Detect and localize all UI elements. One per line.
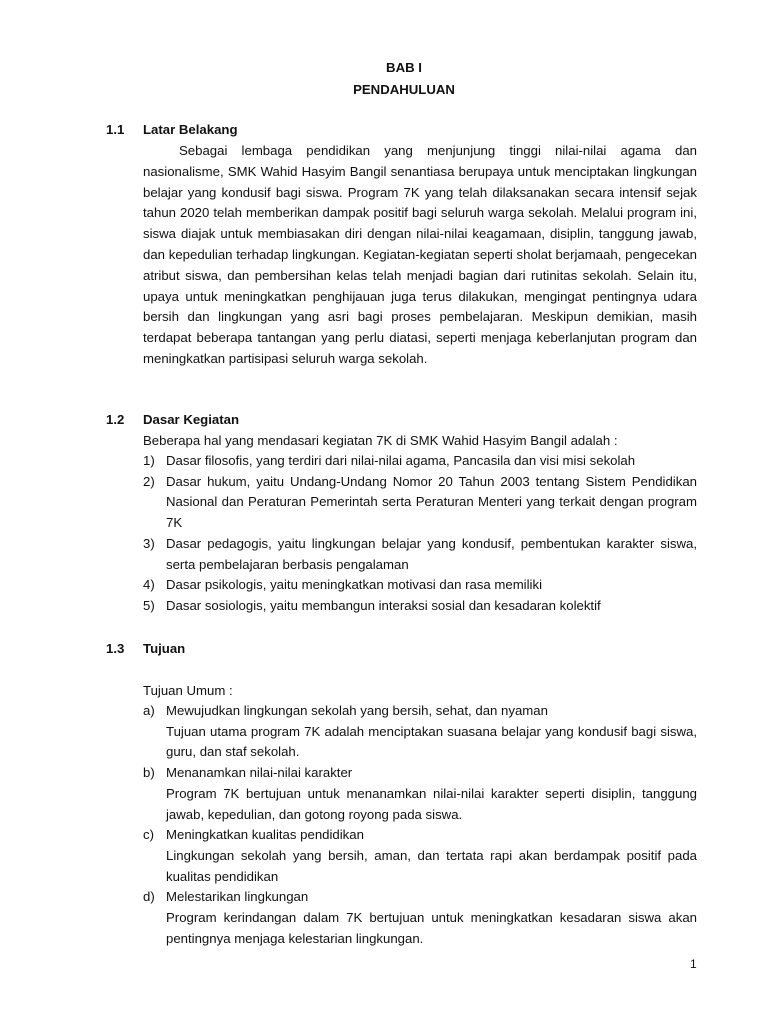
dasar-kegiatan-list: [143, 451, 697, 617]
tujuan-umum-heading: Tujuan Umum :: [143, 683, 233, 698]
list-item: [143, 825, 697, 887]
dasar-kegiatan-intro: Beberapa hal yang mendasari kegiatan 7K di SMK Wahid Hasyim Bangil adalah :: [143, 433, 618, 448]
section-heading-latar-belakang: [106, 122, 238, 137]
list-marker: 3): [143, 535, 155, 551]
section-number: 1.2: [106, 412, 125, 427]
list-item: [143, 701, 697, 763]
paragraph-text: Sebagai lembaga pendidikan yang menjunjung tinggi nilai-nilai agama dan nasionalisme, SMK Wahid Hasyim Bangil senantiasa berupaya untuk menciptakan lingkungan belajar yang kondusif bagi siswa. Program 7K yang telah dilaksanakan secara intensif sejak tahun 2020 telah memberikan dampak positif bagi seluruh warga sekolah. Melalui program ini, siswa diajak untuk membiasakan diri dengan nilai-nilai keagamaan, disiplin, tanggung jawab, dan kepedulian terhadap lingkungan. Kegiatan-kegiatan seperti sholat berjamaah, pengecekan atribut siswa, dan pembersihan kelas telah menjadi bagian dari rutinitas sekolah. Selain itu, upaya untuk meningkatkan penghijauan juga terus dilakukan, mengingat pentingnya udara bersih dan lingkungan yang asri bagi proses pembelajaran. Meskipun demikian, masih terdapat beberapa tantangan yang perlu diatasi, seperti menjaga keberlanjutan program dan meningkatkan partisipasi seluruh warga sekolah.: [143, 143, 697, 366]
list-marker: 4): [143, 577, 155, 593]
list-text: Dasar pedagogis, yaitu lingkungan belajar yang kondusif, pembentukan karakter siswa, serta pembelajaran berbasis pengalaman: [166, 535, 697, 572]
list-item: [143, 472, 697, 534]
section-heading-tujuan: [106, 641, 185, 656]
section-title: Tujuan: [143, 641, 186, 656]
section-title: Dasar Kegiatan: [143, 412, 240, 427]
list-item: [143, 534, 697, 575]
chapter-label: BAB I: [386, 60, 422, 75]
list-marker: 2): [143, 473, 155, 489]
section-number: 1.3: [106, 641, 125, 656]
list-text: Dasar filosofis, yang terdiri dari nilai-nilai agama, Pancasila dan visi misi sekolah: [166, 453, 636, 468]
list-marker: b): [143, 765, 155, 781]
latar-belakang-paragraph: [143, 141, 697, 370]
section-number: 1.1: [106, 122, 125, 137]
list-item: [143, 887, 697, 949]
section-heading-dasar-kegiatan: [106, 412, 239, 427]
list-description: Program 7K bertujuan untuk menanamkan nilai-nilai karakter seperti disiplin, tanggung jawab, kepedulian, dan gotong royong pada siswa.: [166, 785, 697, 822]
list-title: Menanamkan nilai-nilai karakter: [166, 765, 353, 781]
list-item: [143, 451, 697, 472]
list-marker: a): [143, 703, 155, 718]
chapter-title: PENDAHULUAN: [353, 82, 455, 97]
list-marker: d): [143, 889, 155, 905]
list-text: Dasar hukum, yaitu Undang-Undang Nomor 20 Tahun 2003 tentang Sistem Pendidikan Nasional dan Peraturan Pemerintah serta Peraturan Menteri yang terkait dengan program 7K: [166, 473, 697, 531]
list-marker: 1): [143, 453, 155, 468]
list-title: Melestarikan lingkungan: [166, 889, 309, 905]
list-title: Meningkatkan kualitas pendidikan: [166, 827, 364, 843]
list-title: Mewujudkan lingkungan sekolah yang bersih, sehat, dan nyaman: [166, 703, 548, 718]
list-text: Dasar sosiologis, yaitu membangun interaksi sosial dan kesadaran kolektif: [166, 597, 601, 613]
list-description: Lingkungan sekolah yang bersih, aman, dan tertata rapi akan berdampak positif pada kualitas pendidikan: [166, 847, 697, 884]
list-item: [143, 596, 697, 617]
list-description: Tujuan utama program 7K adalah menciptakan suasana belajar yang kondusif bagi siswa, guru, dan staf sekolah.: [166, 723, 697, 760]
section-title: Latar Belakang: [143, 122, 238, 137]
list-description: Program kerindangan dalam 7K bertujuan untuk meningkatkan kesadaran siswa akan pentingnya menjaga kelestarian lingkungan.: [166, 910, 697, 946]
list-marker: c): [143, 827, 154, 843]
list-marker: 5): [143, 597, 155, 613]
list-item: [143, 763, 697, 825]
list-text: Dasar psikologis, yaitu meningkatkan motivasi dan rasa memiliki: [166, 577, 542, 593]
list-item: [143, 575, 697, 596]
tujuan-list: [143, 701, 697, 949]
page-number: 1: [690, 957, 697, 971]
